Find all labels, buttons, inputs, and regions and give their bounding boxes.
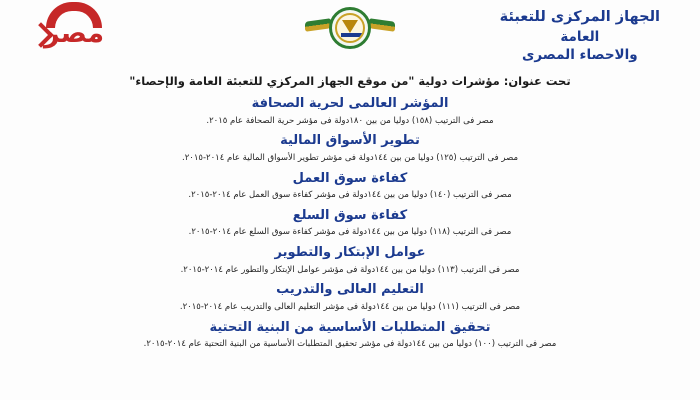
section-heading: تطوير الأسواق المالية: [280, 133, 420, 149]
section-body: مصر فى الترتيب (١٢٥) دوليا من بين ١٤٤دولة فى مؤشر تطوير الأسواق المالية عام ٢٠١٤-٢٠١٥.: [182, 152, 518, 163]
section-heading: كفاءة سوق السلع: [292, 207, 408, 223]
section-body: مصر فى الترتيب (١٠٠) دوليا من بين ١٤٤دولة فى مؤشر تحقيق المتطلبات الأساسية من البنية التحتية عام ٢٠١٤-٢٠١٥.: [143, 339, 557, 349]
section-heading: كفاءة سوق العمل: [292, 170, 408, 186]
section-heading: المؤشر العالمى لحرية الصحافة: [251, 96, 449, 111]
indicator-list: [14, 94, 686, 351]
list-item: [14, 206, 686, 239]
section-body: مصر فى الترتيب (١٤٠) دوليا من بين ١٤٤دولة فى مؤشر كفاءة سوق العمل عام ٢٠١٤-٢٠١٥.: [188, 190, 512, 200]
section-heading: عوامل الإبتكار والتطوير: [274, 245, 426, 260]
organization-name-line-2: العامة: [560, 28, 600, 45]
page-title: تحت عنوان: مؤشرات دولية "من موقع الجهاز المركزي للتعبئة العامة والإحصاء": [129, 74, 571, 88]
egypt-eagle-emblem-icon: [307, 4, 393, 52]
list-item: [14, 318, 686, 351]
list-item: [14, 280, 686, 313]
list-item: [14, 243, 686, 276]
document-header: [0, 0, 700, 62]
emblem-wing-left-icon: [305, 18, 331, 32]
section-body: مصر فى الترتيب (١٥٨) دوليا من بين ١٨٠دولة فى مؤشر حرية الصحافة عام ٢٠١٥.: [206, 115, 494, 126]
section-body: مصر فى الترتيب (١١٨) دوليا من بين ١٤٤دولة فى مؤشر كفاءة سوق السلع عام ٢٠١٤-٢٠١٥.: [188, 227, 512, 238]
section-body: مصر فى الترتيب (١١١) دوليا من بين ١٤٤دولة فى مؤشر التعليم العالى والتدريب عام ٢٠١٤-٢٠١٥.: [179, 301, 521, 312]
egypt-brand-logo: [26, 2, 122, 58]
egypt-wordmark: مصر: [43, 18, 105, 49]
emblem-wing-right-icon: [369, 18, 395, 32]
section-heading: تحقيق المتطلبات الأساسية من البنية التحتية: [209, 319, 491, 335]
organization-name-line-3: والاحصاء المصرى: [522, 46, 638, 63]
section-body: مصر فى الترتيب (١١٣) دوليا من بين ١٤٤دولة فى مؤشر عوامل الإبتكار والتطور عام ٢٠١٤-٢٠١٥.: [180, 264, 520, 275]
organization-name: [500, 8, 660, 64]
emblem-inner-circle-icon: [335, 13, 365, 43]
organization-name-line-1: الجهاز المركزى للتعبئة: [499, 9, 660, 25]
list-item: [14, 169, 686, 202]
list-item: [14, 131, 686, 164]
emblem-banner-icon: [341, 33, 363, 37]
list-item: [14, 94, 686, 127]
eagle-icon: [342, 20, 358, 33]
section-heading: التعليم العالى والتدريب: [276, 282, 424, 298]
